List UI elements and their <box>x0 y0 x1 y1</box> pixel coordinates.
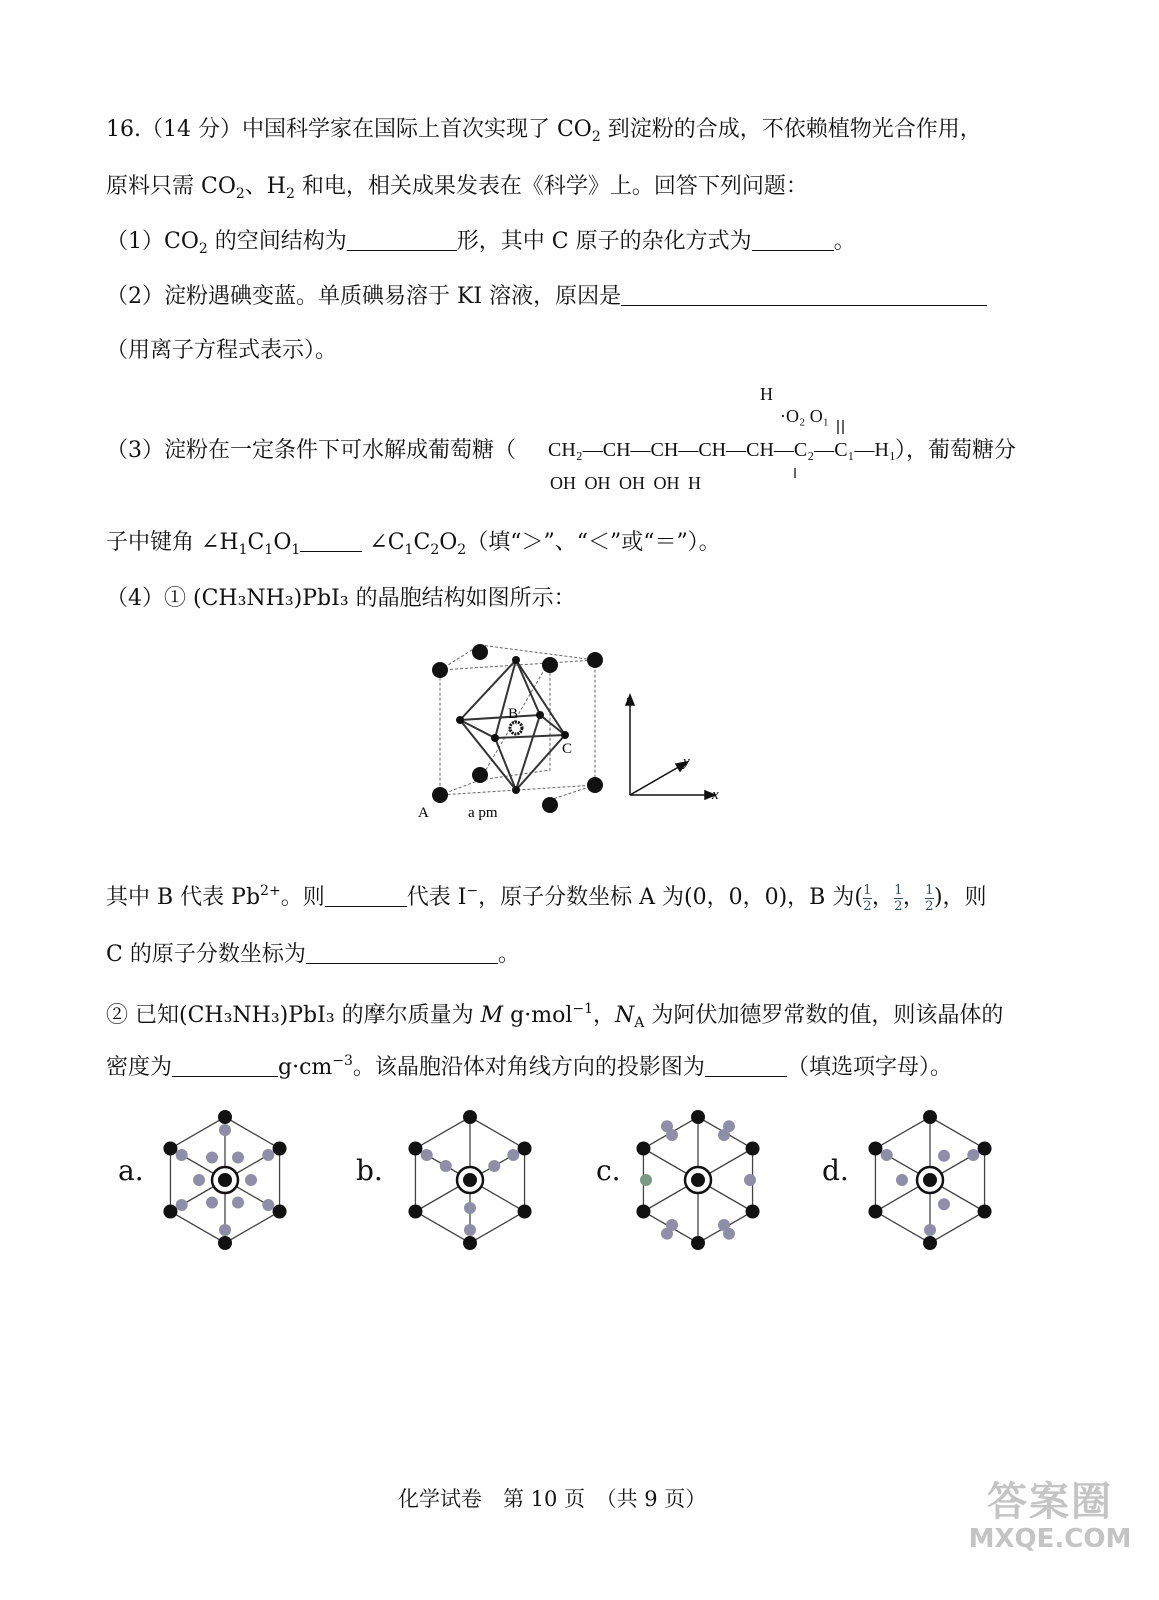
atom-vertex <box>218 1110 232 1124</box>
atom-iodide <box>456 716 464 724</box>
q-text: C <box>413 530 431 555</box>
part-label: （3） <box>106 438 164 463</box>
atom-vertex <box>868 1205 882 1219</box>
atom-vertex <box>408 1142 422 1156</box>
atom-projection <box>262 1199 274 1211</box>
q-text: ， <box>593 1003 616 1028</box>
denominator: 2 <box>863 898 872 914</box>
atom-projection <box>896 1174 908 1186</box>
q-text: ，原子分数坐标 A 为(0，0，0)，B 为( <box>478 885 863 910</box>
question-line-1 <box>106 115 982 152</box>
atom-vertex <box>218 1236 232 1250</box>
atom-iodide <box>512 786 520 794</box>
option-label[interactable]: d. <box>822 1154 849 1187</box>
atom-corner <box>587 652 603 668</box>
atom-vertex <box>163 1205 177 1219</box>
axes <box>626 695 715 799</box>
atom-projection <box>206 1151 218 1163</box>
superscript: −1 <box>572 1001 594 1017</box>
atom-projection <box>421 1149 433 1161</box>
q-text: ∠C <box>362 530 405 555</box>
q-text: O <box>439 530 458 555</box>
subscript: A <box>634 1015 645 1031</box>
option-hexagon[interactable] <box>618 1100 778 1260</box>
q-text: 为阿伏加德罗常数的值，则该晶体的 <box>644 1003 1004 1028</box>
atom-projection <box>176 1199 188 1211</box>
part-4-line-2 <box>106 940 520 970</box>
atom-projection <box>488 1160 500 1172</box>
q-text: 。 <box>833 229 856 254</box>
part-label: （4） <box>106 586 164 611</box>
subscript: 2 <box>430 542 440 558</box>
atom-b-center <box>510 722 522 734</box>
part-label: （2） <box>106 284 164 309</box>
octa-edge <box>516 660 565 735</box>
denominator: 2 <box>925 898 934 914</box>
atom-projection <box>924 1224 936 1236</box>
atom-vertex <box>868 1142 882 1156</box>
atom-corner <box>542 657 558 673</box>
atom-projection <box>193 1174 205 1186</box>
option-hexagon[interactable] <box>145 1100 305 1260</box>
part-2 <box>106 282 987 312</box>
q-text: 和电，相关成果发表在《科学》上。回答下列问题： <box>294 174 808 199</box>
label-a: A <box>418 805 429 821</box>
glucose-formula: CH₂—CH—CH—CH—CH—C₂—C₁—H₁ <box>548 439 896 461</box>
axis-x-label: x <box>712 787 719 803</box>
subscript: 2 <box>457 542 467 558</box>
atom-center <box>218 1173 232 1187</box>
atom-projection <box>881 1149 893 1161</box>
part-2-line-2: （用离子方程式表示）。 <box>106 338 338 363</box>
watermark-url: MXQE.COM <box>968 1524 1132 1554</box>
atom-projection <box>661 1228 673 1240</box>
atom-vertex <box>978 1205 992 1219</box>
answer-blank-shape[interactable] <box>347 228 457 251</box>
q-text: 原料只需 CO <box>106 174 236 199</box>
atom-projection <box>938 1198 950 1210</box>
atom-projection <box>661 1120 673 1132</box>
axis-z-label: z <box>626 693 632 709</box>
atom-corner <box>432 662 448 678</box>
numerator: 1 <box>863 882 872 898</box>
atom-center <box>463 1173 477 1187</box>
projection-options <box>0 1100 1159 1260</box>
atom-vertex <box>518 1205 532 1219</box>
atom-corner <box>472 644 488 660</box>
numerator: 1 <box>925 882 934 898</box>
atom-projection <box>464 1202 476 1214</box>
molar-mass-symbol: M <box>480 1003 504 1028</box>
label-c: C <box>562 741 573 757</box>
atom-iodide <box>491 734 499 742</box>
q-text: 。 <box>497 942 520 967</box>
q-text: ② 已知(CH₃NH₃)PbI₃ 的摩尔质量为 <box>106 1003 481 1028</box>
subscript: 2 <box>591 129 601 145</box>
atom-vertex <box>273 1142 287 1156</box>
q-text: CO <box>164 229 199 254</box>
atom-projection <box>464 1224 476 1236</box>
comma: ， <box>902 885 925 910</box>
atom-vertex <box>636 1142 650 1156</box>
part-4-q2 <box>106 994 1003 1038</box>
octa-edge <box>495 738 516 790</box>
fraction-half <box>863 884 872 913</box>
denominator: 2 <box>894 898 903 914</box>
atom-vertex <box>273 1205 287 1219</box>
edge-length-label: a pm <box>468 805 498 821</box>
atom-projection <box>176 1149 188 1161</box>
q-text: （填选项字母）。 <box>786 1055 952 1080</box>
atom-projection <box>219 1124 231 1136</box>
q-text: 的空间结构为 <box>207 229 347 254</box>
q-text: 其中 B 代表 Pb <box>106 885 261 910</box>
atom-corner <box>542 797 558 813</box>
atom-projection <box>440 1160 452 1172</box>
formula-top-h: H <box>760 384 773 404</box>
q-text: ① (CH₃NH₃)PbI₃ 的晶胞结构如图所示： <box>164 586 576 611</box>
answer-blank-atom[interactable] <box>325 884 407 907</box>
octa-edge <box>460 720 516 790</box>
atom-vertex <box>923 1236 937 1250</box>
q-text: 到淀粉的合成，不依赖植物光合作用， <box>600 117 982 142</box>
atom-projection <box>640 1174 652 1186</box>
crystal-cell-figure <box>410 640 740 830</box>
part-4-q3 <box>106 1046 952 1083</box>
atom-corner <box>472 767 488 783</box>
q-text: 。该晶胞沿体对角线方向的投影图为 <box>352 1055 705 1080</box>
avogadro-symbol: N <box>615 1003 635 1028</box>
atom-vertex <box>408 1205 422 1219</box>
answer-blank-coordinate[interactable] <box>306 941 498 964</box>
q-text: 淀粉在一定条件下可水解成葡萄糖（ <box>164 438 517 463</box>
atom-corner <box>587 777 603 793</box>
q-text: 。则 <box>280 885 325 910</box>
atom-vertex <box>163 1142 177 1156</box>
answer-blank-density[interactable] <box>172 1054 278 1077</box>
q-text: C <box>247 530 265 555</box>
formula-bottom: OH OH OH OH H <box>550 473 701 493</box>
q-text: 淀粉遇碘变蓝。单质碘易溶于 KI 溶液，原因是 <box>164 284 622 309</box>
q-text: 子中键角 ∠H <box>106 530 239 555</box>
atom-projection <box>262 1149 274 1161</box>
subscript: 2 <box>235 186 245 202</box>
q-text: 中国科学家在国际上首次实现了 CO <box>241 117 592 142</box>
atom-corner <box>432 787 448 803</box>
atom-vertex <box>691 1110 705 1124</box>
option-label[interactable]: c. <box>596 1154 621 1187</box>
atom-projection <box>507 1149 519 1161</box>
superscript: − <box>466 883 479 899</box>
atom-iodide <box>561 731 569 739</box>
q-text: 代表 I <box>406 885 467 910</box>
atom-vertex <box>463 1110 477 1124</box>
option-hexagon[interactable] <box>390 1100 550 1260</box>
atom-projection <box>723 1228 735 1240</box>
atom-projection <box>723 1120 735 1132</box>
answer-blank-hybridization[interactable] <box>752 228 834 251</box>
atom-vertex <box>746 1205 760 1219</box>
q-text: 、H <box>244 174 286 199</box>
subscript: 2 <box>198 241 208 257</box>
y-axis <box>630 765 682 795</box>
q-text: g·mol <box>503 1003 573 1028</box>
atom-projection <box>938 1150 950 1162</box>
subscript: 2 <box>285 186 295 202</box>
option-hexagon[interactable] <box>850 1100 1010 1260</box>
q-text: )，则 <box>933 885 987 910</box>
octa-edge <box>516 735 565 790</box>
atom-vertex <box>518 1142 532 1156</box>
answer-blank-angle[interactable] <box>300 529 362 552</box>
q-text: O <box>273 530 292 555</box>
subscript: 1 <box>291 542 301 558</box>
subscript: 1 <box>404 542 414 558</box>
atom-iodide <box>512 656 520 664</box>
atom-projection <box>219 1224 231 1236</box>
atom-vertex <box>978 1142 992 1156</box>
fraction-half <box>894 884 903 913</box>
atom-projection <box>232 1151 244 1163</box>
comma: ， <box>871 885 894 910</box>
atom-vertex <box>636 1205 650 1219</box>
part-4 <box>106 584 576 614</box>
atom-projection <box>967 1149 979 1161</box>
q-text: g·cm <box>278 1055 333 1080</box>
atom-iodide <box>536 711 544 719</box>
option-label[interactable]: b. <box>356 1154 383 1187</box>
atom-projection <box>232 1197 244 1209</box>
answer-blank-projection[interactable] <box>705 1054 787 1077</box>
cell-edge <box>480 645 595 660</box>
q-text: 密度为 <box>106 1055 173 1080</box>
atom-projection <box>744 1174 756 1186</box>
option-label[interactable]: a. <box>118 1154 144 1187</box>
question-number: 16.（14 分） <box>106 117 242 142</box>
formula-o-labels: ·O₂ O₁ <box>780 406 830 426</box>
formula-bonds <box>540 420 890 480</box>
part-1 <box>106 227 856 264</box>
subscript: 1 <box>264 542 274 558</box>
atom-vertex <box>923 1110 937 1124</box>
superscript: −3 <box>332 1053 353 1069</box>
subscript: 1 <box>238 542 248 558</box>
numerator: 1 <box>894 882 903 898</box>
atom-vertex <box>463 1236 477 1250</box>
atom-projection <box>245 1174 257 1186</box>
part-4-line-1 <box>106 876 987 913</box>
octa-edge <box>516 660 540 715</box>
q-text: （填“＞”、“＜”或“＝”）。 <box>466 530 721 555</box>
part-label: （1） <box>106 229 164 254</box>
watermark-title: 答案圈 <box>987 1479 1113 1525</box>
fraction-half <box>925 884 934 913</box>
q-text: C 的原子分数坐标为 <box>106 942 306 967</box>
page-footer: 化学试卷 第 10 页 （共 9 页） <box>398 1487 707 1511</box>
atom-vertex <box>691 1236 705 1250</box>
answer-blank-ion-equation[interactable] <box>621 283 987 306</box>
superscript: 2+ <box>260 883 281 899</box>
part-3 <box>106 436 516 466</box>
atom-vertex <box>746 1142 760 1156</box>
part-3-after: ），葡萄糖分 <box>895 438 1017 463</box>
label-b: B <box>508 706 519 722</box>
watermark <box>950 1480 1150 1554</box>
q-text: 形，其中 C 原子的杂化方式为 <box>456 229 752 254</box>
atom-projection <box>206 1197 218 1209</box>
atom-center <box>923 1173 937 1187</box>
axis-y-label: y <box>683 754 690 770</box>
part-3-line-2 <box>106 528 721 565</box>
atom-center <box>691 1173 705 1187</box>
question-line-2 <box>106 172 808 209</box>
